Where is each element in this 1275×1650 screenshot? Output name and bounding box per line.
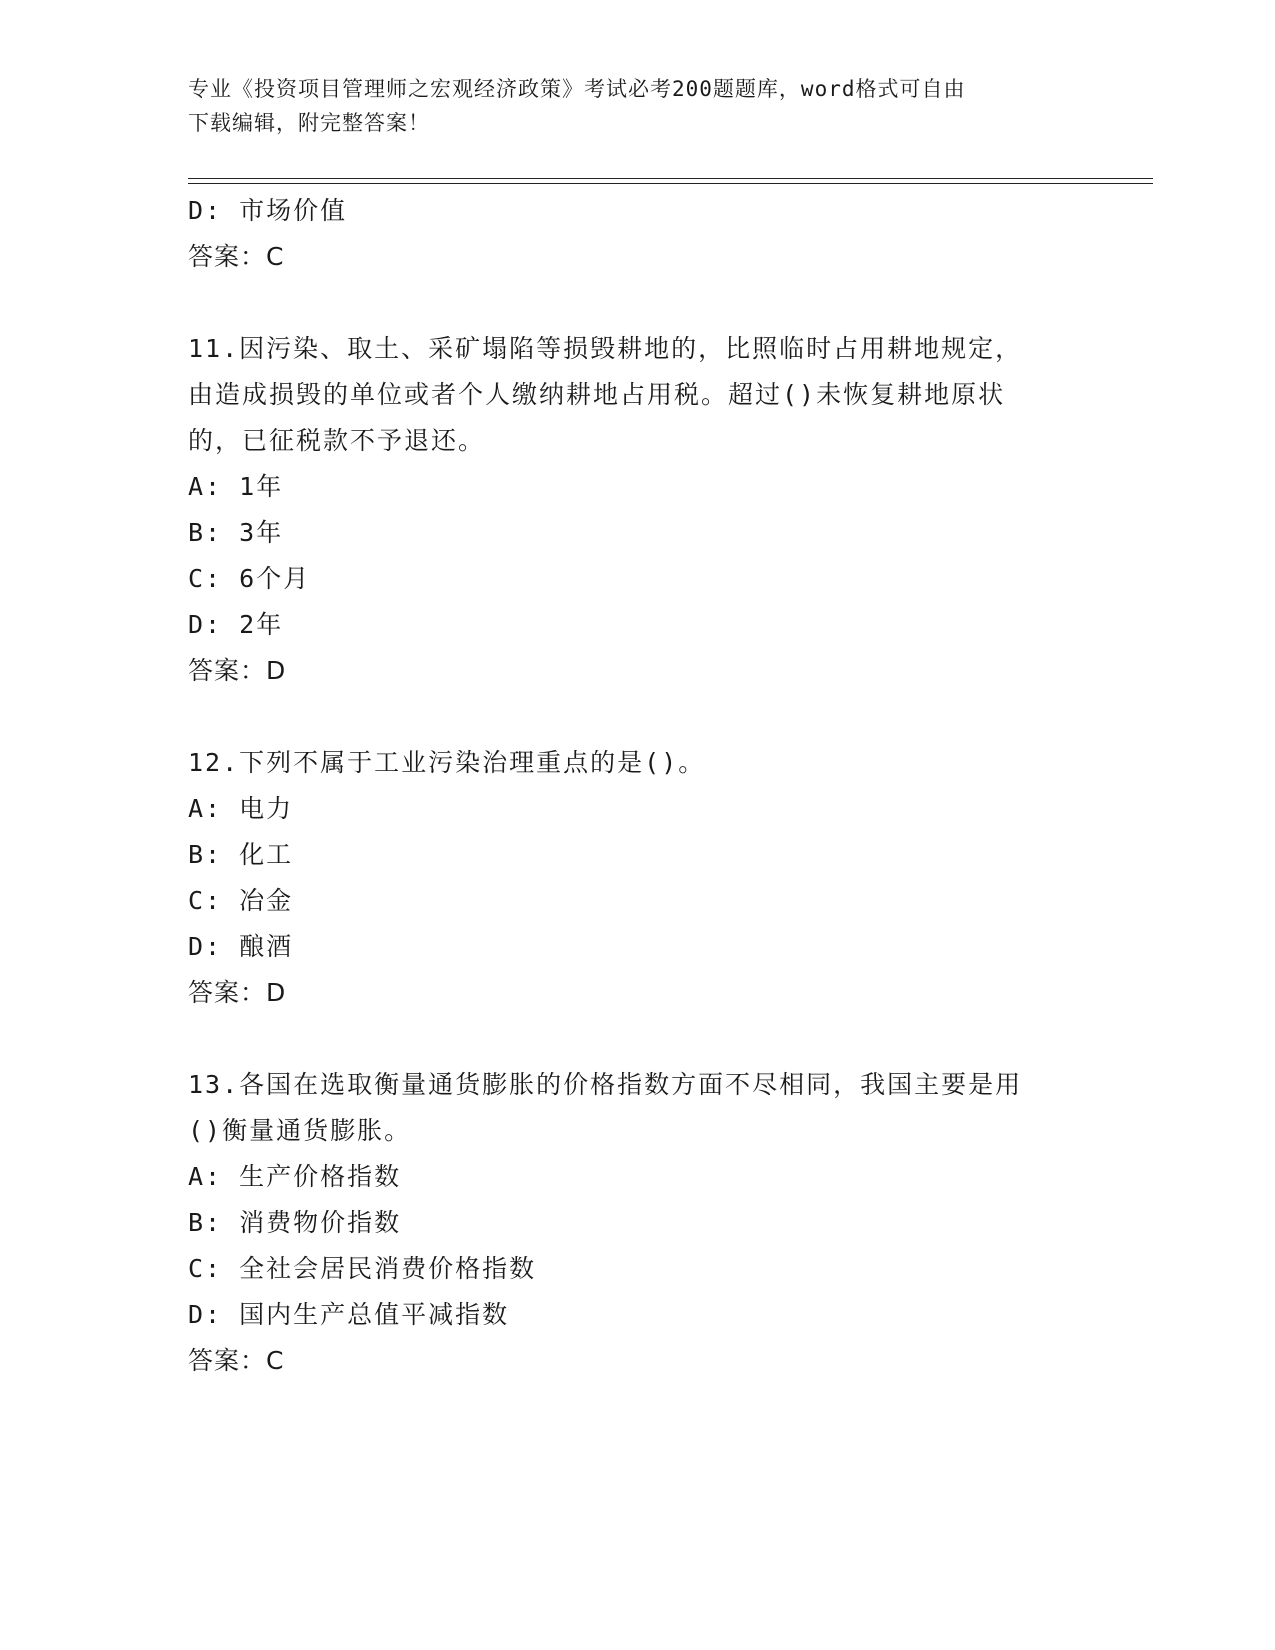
option-b: B: 化工 bbox=[188, 840, 294, 869]
option-c: C: 全社会居民消费价格指数 bbox=[188, 1254, 537, 1283]
option-a: A: 1年 bbox=[188, 472, 284, 501]
document-header bbox=[188, 72, 1088, 140]
option-d: D: 国内生产总值平减指数 bbox=[188, 1300, 510, 1329]
answer-line: 答案：D bbox=[188, 656, 287, 685]
question-text-line: 的，已征税款不予退还。 bbox=[188, 426, 486, 455]
option-a: A: 电力 bbox=[188, 794, 294, 823]
question-13 bbox=[188, 1062, 1088, 1384]
option-b: B: 3年 bbox=[188, 518, 284, 547]
spacer bbox=[188, 280, 1088, 326]
header-line-2: 下载编辑，附完整答案！ bbox=[188, 111, 430, 135]
option-d: D: 市场价值 bbox=[188, 196, 348, 225]
question-content bbox=[188, 188, 1088, 1384]
option-d: D: 2年 bbox=[188, 610, 284, 639]
question-12 bbox=[188, 740, 1088, 1016]
question-text-line: 13.各国在选取衡量通货膨胀的价格指数方面不尽相同，我国主要是用 bbox=[188, 1070, 1023, 1099]
option-c: C: 冶金 bbox=[188, 886, 294, 915]
header-divider-bottom bbox=[188, 183, 1153, 184]
spacer bbox=[188, 1016, 1088, 1062]
previous-question-tail bbox=[188, 188, 1088, 280]
option-c: C: 6个月 bbox=[188, 564, 311, 593]
question-text-line: ()衡量通货膨胀。 bbox=[188, 1116, 412, 1145]
spacer bbox=[188, 694, 1088, 740]
header-divider-top bbox=[188, 178, 1153, 179]
option-d: D: 酿酒 bbox=[188, 932, 294, 961]
option-a: A: 生产价格指数 bbox=[188, 1162, 402, 1191]
header-line-1: 专业《投资项目管理师之宏观经济政策》考试必考200题题库，word格式可自由 bbox=[188, 77, 966, 101]
answer-line: 答案：C bbox=[188, 242, 285, 271]
question-text-line: 12.下列不属于工业污染治理重点的是()。 bbox=[188, 748, 706, 777]
question-11 bbox=[188, 326, 1088, 694]
answer-line: 答案：D bbox=[188, 978, 287, 1007]
option-b: B: 消费物价指数 bbox=[188, 1208, 402, 1237]
question-text-line: 11.因污染、取土、采矿塌陷等损毁耕地的，比照临时占用耕地规定， bbox=[188, 334, 1023, 363]
question-text-line: 由造成损毁的单位或者个人缴纳耕地占用税。超过()未恢复耕地原状 bbox=[188, 380, 1006, 409]
answer-line: 答案：C bbox=[188, 1346, 285, 1375]
